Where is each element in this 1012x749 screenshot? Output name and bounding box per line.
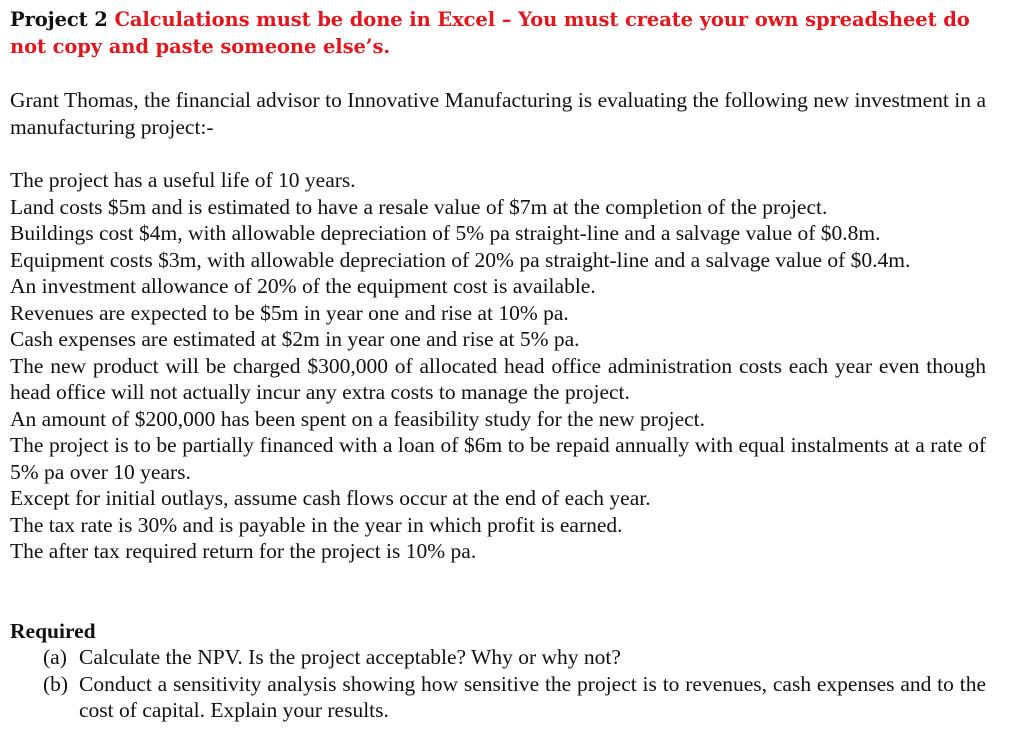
heading-instruction: Calculations must be done in Excel – You must create your own spreadsheet do not copy and paste someone else’s. <box>10 8 970 58</box>
fact-item: Revenues are expected to be $5m in year one and rise at 10% pa. <box>10 300 569 325</box>
fact-item: Except for initial outlays, assume cash flows occur at the end of each year. <box>10 486 651 510</box>
fact-item: The project has a useful life of 10 years. <box>10 168 356 192</box>
fact-item: The project is to be partially financed with a loan of $6m to be repaid annually with equal instalments at a rate of 5% pa over 10 years. <box>10 433 986 484</box>
fact-item: An amount of $200,000 has been spent on a feasibility study for the new project. <box>10 406 706 431</box>
question-item-a <box>10 644 986 671</box>
fact-item: Buildings cost $4m, with allowable depreciation of 5% pa straight-line and a salvage value of $0.8m. <box>10 221 881 245</box>
fact-item: Cash expenses are estimated at $2m in year one and rise at 5% pa. <box>10 327 580 351</box>
intro-paragraph: Grant Thomas, the financial advisor to Innovative Manufacturing is evaluating the following new investment in a manufacturing project:- <box>10 88 986 139</box>
fact-item: Land costs $5m and is estimated to have a resale value of $7m at the completion of the project. <box>10 194 828 219</box>
fact-item: Equipment costs $3m, with allowable depreciation of 20% pa straight-line and a salvage value of $0.4m. <box>10 247 911 272</box>
question-text: Calculate the NPV. Is the project acceptable? Why or why not? <box>79 645 621 669</box>
question-item-b <box>10 671 986 724</box>
question-marker: (b) <box>43 671 69 696</box>
document-page <box>10 6 986 724</box>
required-questions <box>10 644 986 724</box>
question-text: Conduct a sensitivity analysis showing how sensitive the project is to revenues, cash expenses and to the cost of capital. Explain your results. <box>79 671 986 722</box>
fact-item: The tax rate is 30% and is payable in the year in which profit is earned. <box>10 512 623 537</box>
question-marker: (a) <box>43 645 67 669</box>
project-facts <box>10 167 986 565</box>
project-heading <box>10 6 986 60</box>
fact-item: The new product will be charged $300,000 of allocated head office administration costs each year even though head office will not actually incur any extra costs to manage the project. <box>10 353 986 404</box>
fact-item: An investment allowance of 20% of the equipment cost is available. <box>10 274 596 298</box>
heading-prefix: Project 2 <box>10 8 115 31</box>
required-heading: Required <box>10 618 96 643</box>
fact-item: The after tax required return for the project is 10% pa. <box>10 539 477 563</box>
